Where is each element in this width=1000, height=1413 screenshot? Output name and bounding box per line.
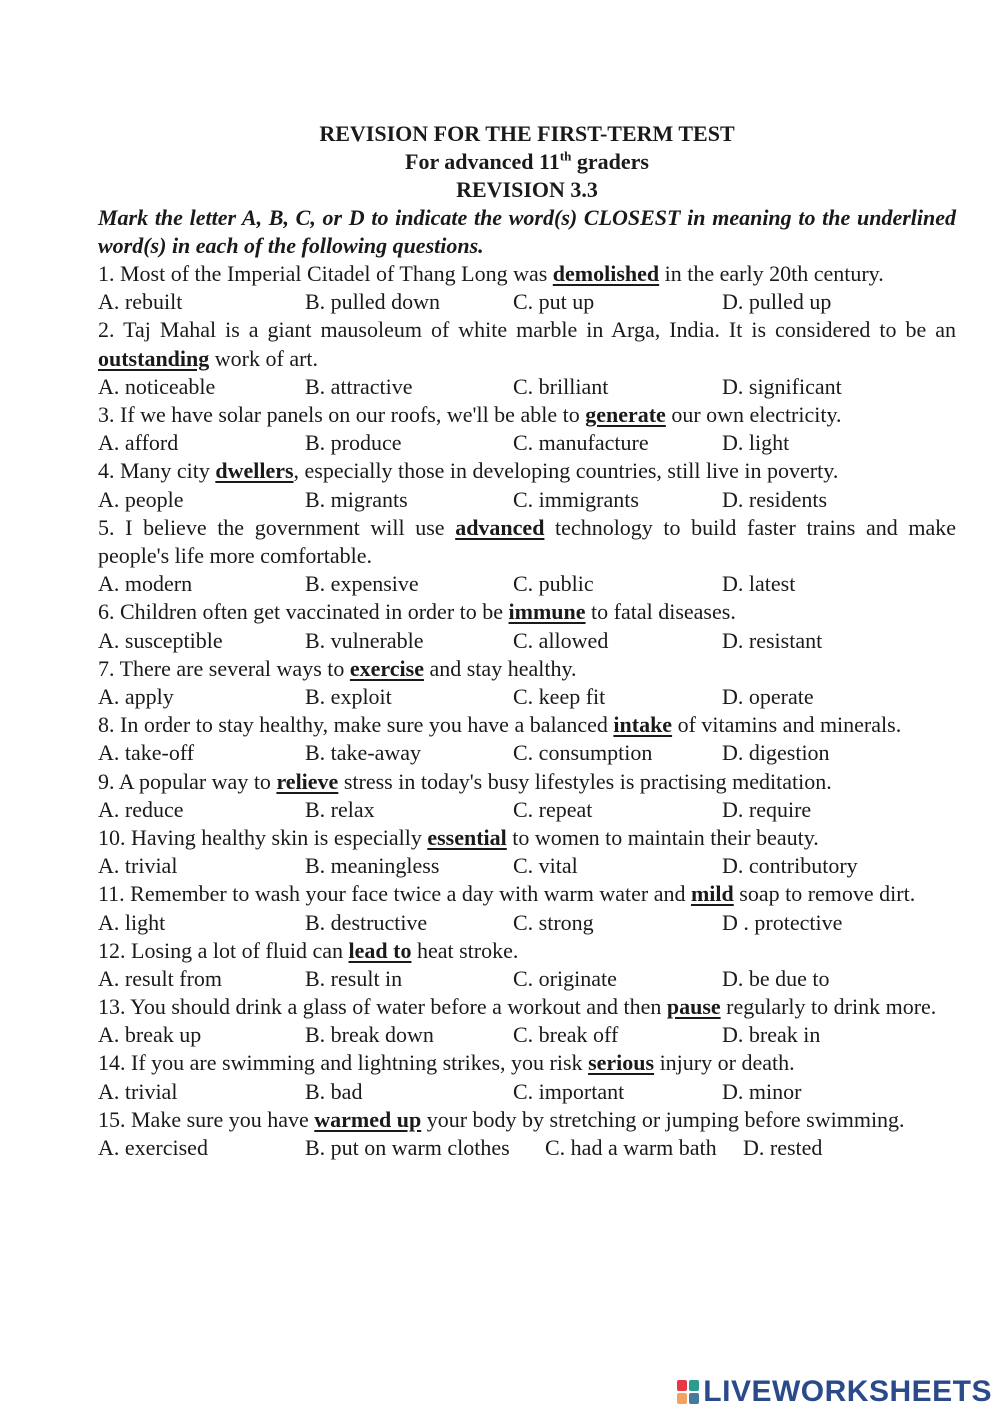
question-prefix: 12. Losing a lot of fluid can [98, 937, 349, 963]
option-a[interactable]: A. trivial [98, 853, 178, 879]
question-suffix: our own electricity. [665, 401, 842, 427]
question-suffix: soap to remove dirt. [733, 881, 916, 907]
question-prefix: 11. Remember to wash your face twice a day with warm water and [98, 881, 691, 907]
option-c[interactable]: C. allowed [513, 627, 609, 653]
option-a[interactable]: A. break up [98, 1022, 202, 1048]
option-c[interactable]: C. brilliant [513, 373, 609, 399]
answer-options [98, 570, 956, 598]
logo-square [677, 1393, 687, 1404]
answer-options [98, 288, 956, 316]
underlined-word: demolished [552, 261, 660, 286]
question-text [98, 1106, 956, 1134]
underlined-word: serious [588, 1050, 655, 1076]
question-prefix: 14. If you are swimming and lightning strikes, you risk [98, 1050, 589, 1076]
answer-options [98, 796, 956, 824]
logo-square [689, 1393, 699, 1404]
answer-options [98, 429, 956, 457]
option-d[interactable]: D. minor [722, 1078, 802, 1104]
question-prefix: 10. Having healthy skin is especially [98, 824, 428, 850]
option-d[interactable]: D. rested [743, 1135, 823, 1161]
underlined-word: generate [585, 401, 666, 427]
option-b[interactable]: B. destructive [305, 909, 428, 935]
question-prefix: 5. I believe the government will use [98, 514, 456, 540]
option-d[interactable]: D. pulled up [722, 289, 832, 315]
option-d[interactable]: D. latest [722, 571, 796, 597]
question-text [98, 711, 956, 739]
option-b[interactable]: B. take-away [305, 740, 422, 766]
option-b[interactable]: B. meaningless [305, 853, 440, 879]
option-a[interactable]: A. rebuilt [98, 289, 183, 315]
option-b[interactable]: B. relax [305, 796, 375, 822]
option-b[interactable]: B. expensive [305, 571, 419, 597]
option-c[interactable]: C. put up [513, 289, 595, 315]
option-a[interactable]: A. susceptible [98, 627, 223, 653]
answer-options [98, 909, 956, 937]
option-d[interactable]: D. be due to [722, 965, 830, 991]
option-a[interactable]: A. apply [98, 683, 174, 709]
option-c[interactable]: C. public [513, 571, 594, 597]
question-suffix: to women to maintain their beauty. [506, 824, 819, 850]
underlined-word: exercise [349, 655, 424, 681]
option-a[interactable]: A. modern [98, 571, 193, 597]
option-b[interactable]: B. put on warm clothes [305, 1135, 510, 1161]
answer-options [98, 1078, 956, 1106]
option-c[interactable]: C. break off [513, 1022, 619, 1048]
underlined-word: dwellers [215, 458, 294, 484]
option-d[interactable]: D. contributory [722, 853, 858, 879]
logo-square [689, 1380, 699, 1391]
answer-options [98, 739, 956, 767]
question-list [98, 260, 956, 1162]
question-text [98, 880, 956, 908]
question-text [98, 768, 956, 796]
question-suffix: and stay healthy. [423, 655, 577, 681]
question-text [98, 316, 956, 372]
option-b[interactable]: B. break down [305, 1022, 434, 1048]
watermark [677, 1375, 992, 1409]
question-text [98, 260, 956, 288]
option-c[interactable]: C. important [513, 1078, 625, 1104]
option-a[interactable]: A. people [98, 486, 184, 512]
underlined-word: mild [690, 881, 734, 907]
worksheet-page [98, 120, 956, 1162]
underlined-word: lead to [348, 937, 412, 963]
option-d[interactable]: D. resistant [722, 627, 823, 653]
question-prefix: 15. Make sure you have [98, 1106, 315, 1132]
option-d[interactable]: D. digestion [722, 740, 830, 766]
question-prefix: 9. A popular way to [98, 768, 277, 794]
question-prefix: 3. If we have solar panels on our roofs, we'll be able to [98, 401, 586, 427]
answer-options [98, 373, 956, 401]
option-a[interactable]: A. afford [98, 430, 179, 456]
option-a[interactable]: A. trivial [98, 1078, 178, 1104]
answer-options [98, 1021, 956, 1049]
option-a[interactable]: A. reduce [98, 796, 184, 822]
underlined-word: intake [613, 712, 673, 738]
option-b[interactable]: B. exploit [305, 683, 392, 709]
question-suffix: work of art. [209, 345, 319, 371]
question-text [98, 937, 956, 965]
option-a[interactable]: A. light [98, 909, 166, 935]
option-b[interactable]: B. migrants [305, 486, 408, 512]
option-a[interactable]: A. take-off [98, 740, 195, 766]
option-b[interactable]: B. pulled down [305, 289, 441, 315]
answer-options [98, 852, 956, 880]
question-text [98, 457, 956, 485]
answer-options [98, 965, 956, 993]
question-prefix: 2. Taj Mahal is a giant mausoleum of white marble in Arga, India. It is considered to be an [98, 317, 956, 343]
watermark-text: LIVEWORKSHEETS [703, 1375, 992, 1408]
question-prefix: 6. Children often get vaccinated in order to be [98, 599, 509, 625]
underlined-word: advanced [455, 514, 545, 540]
question-text [98, 655, 956, 683]
option-b[interactable]: B. vulnerable [305, 627, 424, 653]
header [98, 120, 956, 204]
answer-options [98, 486, 956, 514]
question-prefix: 7. There are several ways to [98, 655, 350, 681]
option-d[interactable]: D. residents [722, 486, 828, 512]
question-prefix: 8. In order to stay healthy, make sure you have a balanced [98, 712, 614, 738]
logo-square [677, 1380, 687, 1391]
option-b[interactable]: B. bad [305, 1078, 363, 1104]
underlined-word: immune [508, 599, 586, 625]
question-suffix: heat stroke. [411, 937, 519, 963]
option-c[interactable]: C. had a warm bath [545, 1135, 717, 1161]
question-suffix: stress in today's busy lifestyles is practising meditation. [338, 768, 832, 794]
option-c[interactable]: C. originate [513, 965, 617, 991]
page-subtitle: For advanced 11th graders [405, 148, 649, 174]
question-text [98, 401, 956, 429]
revision-label: REVISION 3.3 [456, 177, 598, 202]
answer-options [98, 627, 956, 655]
option-c[interactable]: C. vital [513, 853, 578, 879]
option-d[interactable]: D . protective [722, 909, 843, 935]
option-d[interactable]: D. significant [722, 373, 842, 399]
question-suffix: technology to build faster trains and make people's life more comfortable. [98, 514, 956, 568]
question-suffix: , especially those in developing countries, still live in poverty. [293, 458, 839, 484]
option-b[interactable]: B. attractive [305, 373, 413, 399]
question-prefix: 4. Many city [98, 458, 216, 484]
option-c[interactable]: C. repeat [513, 796, 593, 822]
question-suffix: injury or death. [654, 1050, 795, 1076]
underlined-word: warmed up [314, 1106, 422, 1132]
option-b[interactable]: B. result in [305, 965, 403, 991]
answer-options [98, 1134, 956, 1162]
option-c[interactable]: C. consumption [513, 740, 653, 766]
question-suffix: in the early 20th century. [659, 261, 884, 286]
option-d[interactable]: D. break in [722, 1022, 821, 1048]
question-text [98, 514, 956, 570]
question-prefix: 1. Most of the Imperial Citadel of Thang Long was [98, 261, 553, 286]
underlined-word: relieve [276, 768, 339, 794]
option-a[interactable]: A. exercised [98, 1135, 208, 1161]
option-c[interactable]: C. immigrants [513, 486, 639, 512]
option-b[interactable]: B. produce [305, 430, 402, 456]
underlined-word: pause [666, 994, 721, 1020]
question-suffix: regularly to drink more. [720, 994, 937, 1020]
option-d[interactable]: D. light [722, 430, 790, 456]
question-text [98, 993, 956, 1021]
underlined-word: essential [427, 824, 507, 850]
option-a[interactable]: A. result from [98, 965, 223, 991]
option-a[interactable]: A. noticeable [98, 373, 216, 399]
option-c[interactable]: C. strong [513, 909, 594, 935]
liveworksheets-logo-icon [677, 1380, 699, 1404]
question-text [98, 598, 956, 626]
option-c[interactable]: C. keep fit [513, 683, 606, 709]
option-c[interactable]: C. manufacture [513, 430, 649, 456]
question-text [98, 824, 956, 852]
option-d[interactable]: D. require [722, 796, 812, 822]
page-title: REVISION FOR THE FIRST-TERM TEST [319, 121, 735, 146]
question-suffix: your body by stretching or jumping before swimming. [421, 1106, 905, 1132]
question-suffix: to fatal diseases. [585, 599, 736, 625]
question-text [98, 1049, 956, 1077]
question-prefix: 13. You should drink a glass of water before a workout and then [98, 994, 667, 1020]
question-suffix: of vitamins and minerals. [672, 712, 902, 738]
underlined-word: outstanding [98, 345, 210, 371]
instruction: Mark the letter A, B, C, or D to indicate the word(s) CLOSEST in meaning to the underlined word(s) in each of the following questions. [98, 205, 956, 258]
option-d[interactable]: D. operate [722, 683, 814, 709]
answer-options [98, 683, 956, 711]
